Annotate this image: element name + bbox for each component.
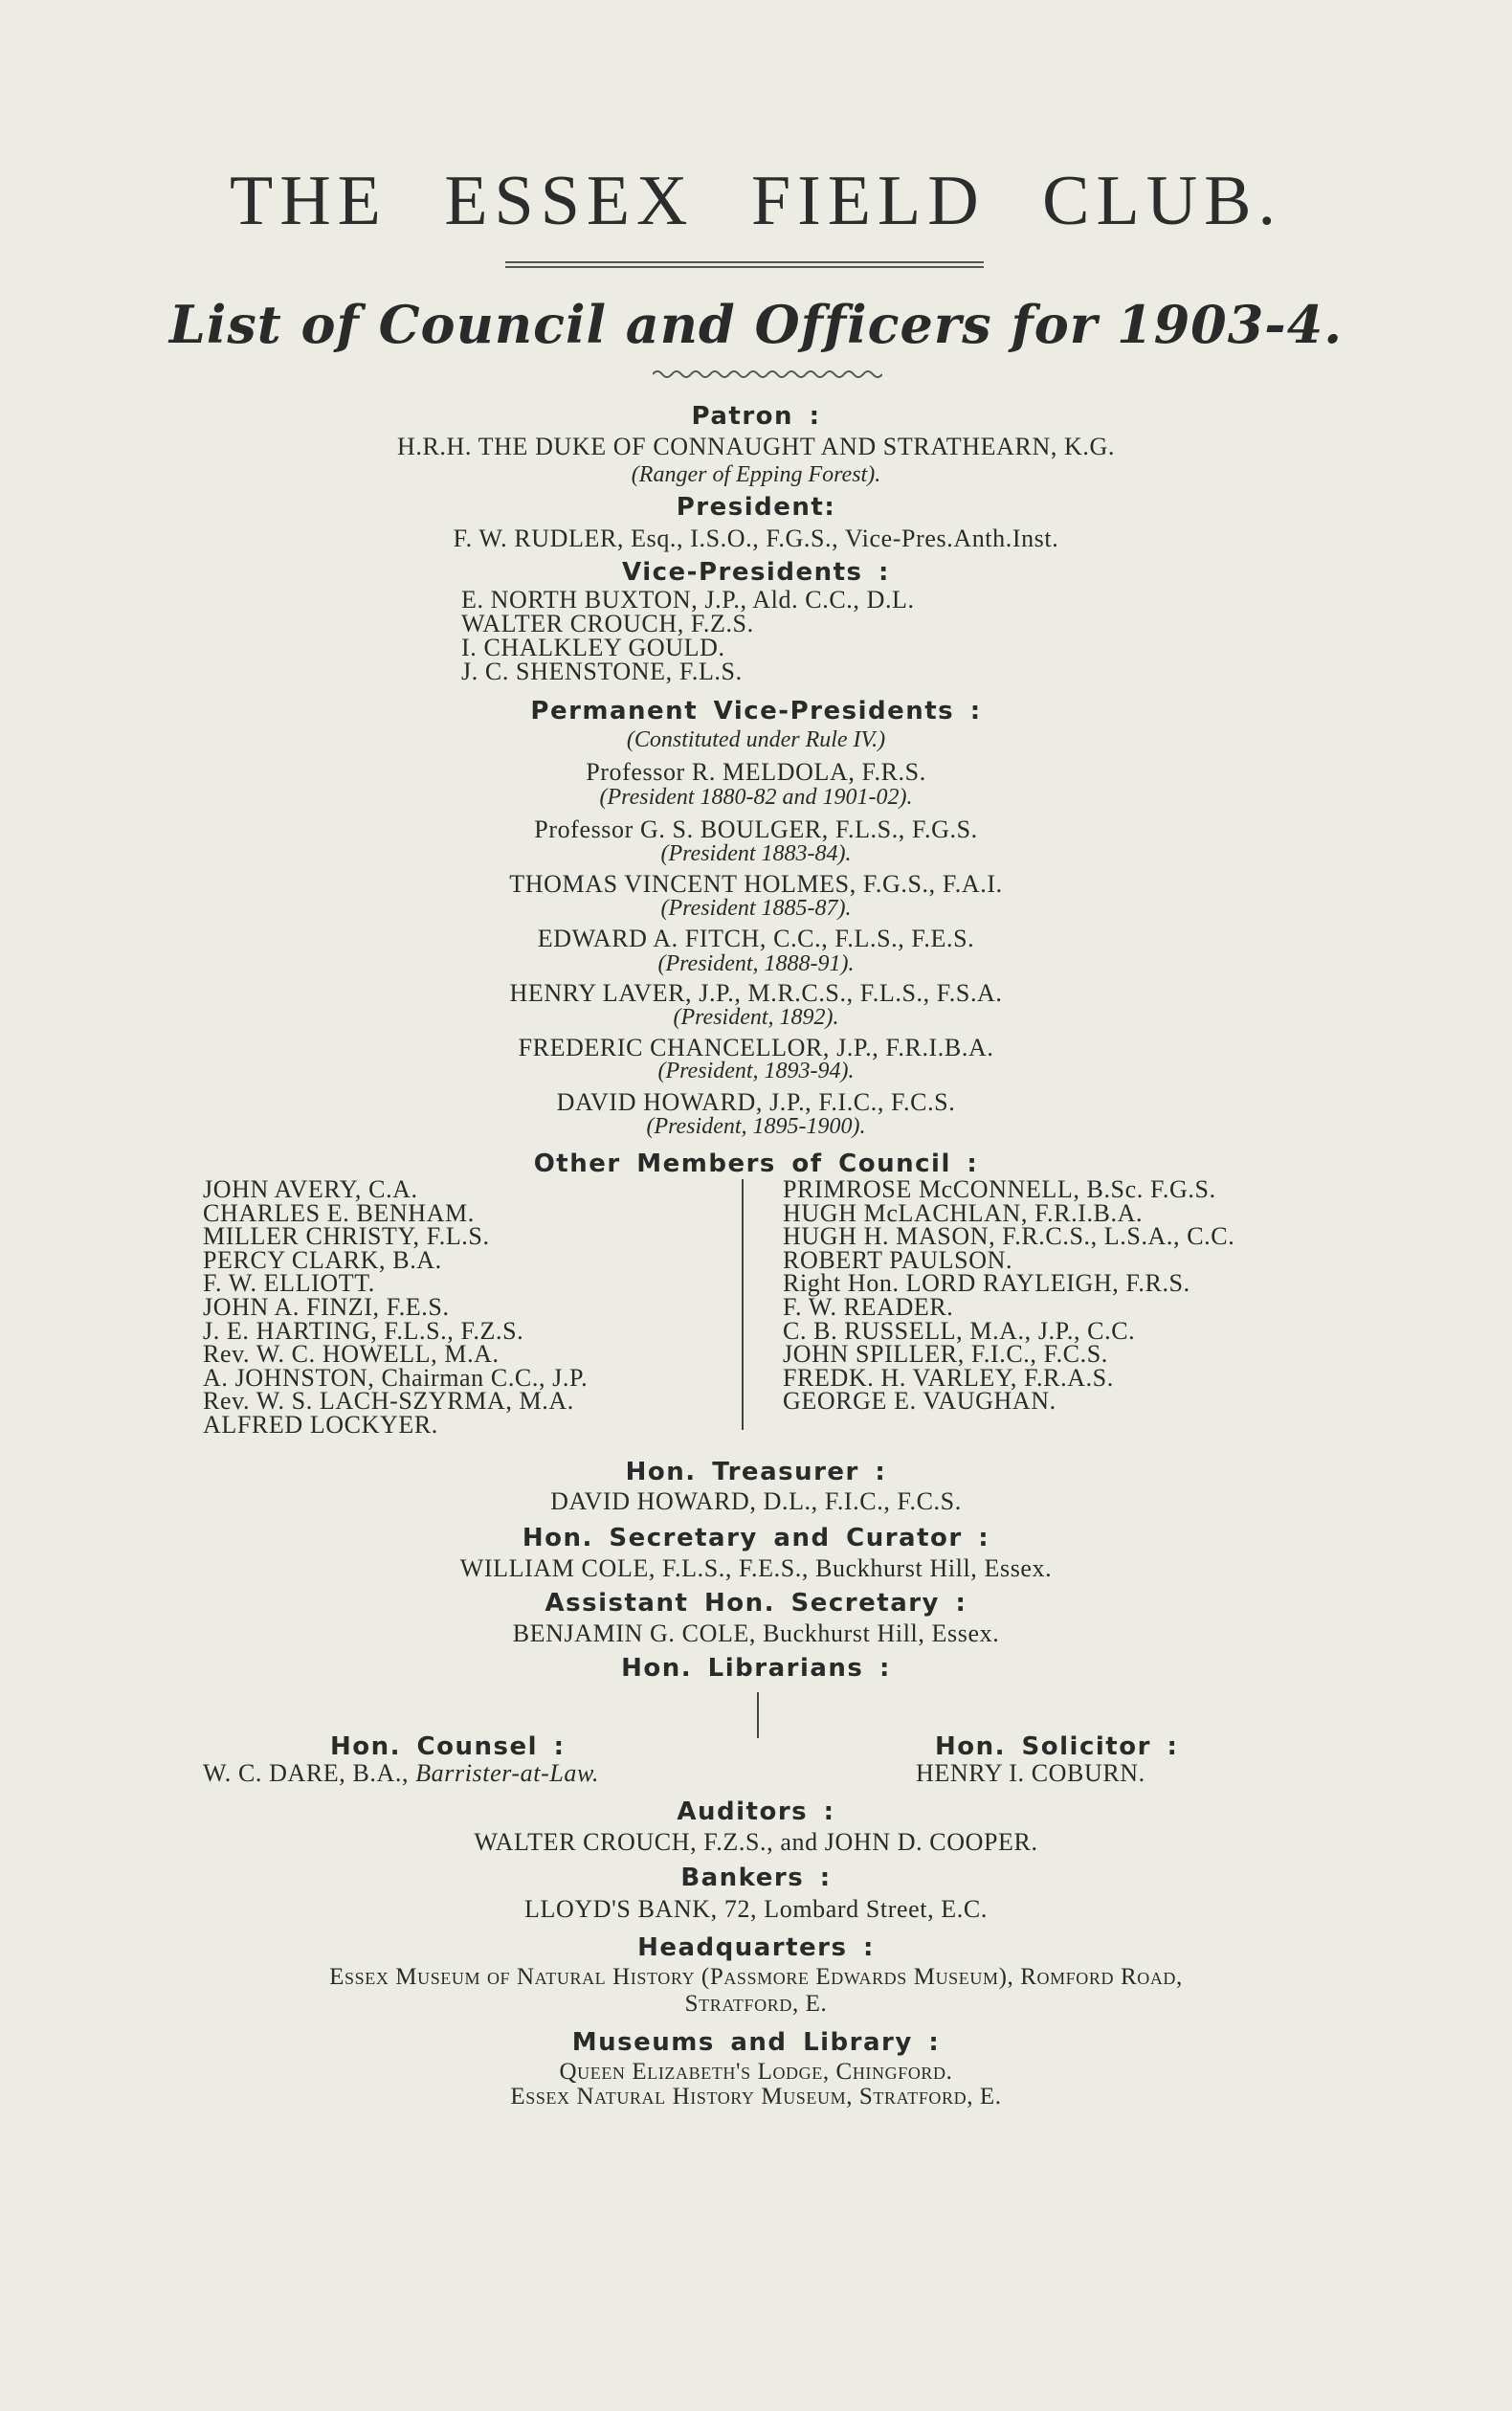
- permanent-vp-note: (President 1880-82 and 1901-02).: [599, 785, 913, 810]
- council-member: JOHN AVERY, C.A.: [203, 1175, 418, 1203]
- council-right-column: [783, 1175, 1235, 1416]
- vice-president-name: WALTER CROUCH, F.Z.S.: [461, 610, 754, 637]
- solicitor-heading: Hon. Solicitor :: [935, 1732, 1179, 1761]
- council-member: A. JOHNSTON, Chairman C.C., J.P.: [203, 1363, 589, 1392]
- council-member: PRIMROSE McCONNELL, B.Sc. F.G.S.: [783, 1175, 1216, 1203]
- wavy-ornament-icon: [653, 367, 882, 382]
- council-member: Rev. W. S. LACH-SZYRMA, M.A.: [203, 1387, 574, 1416]
- vice-presidents-list: [461, 588, 915, 683]
- permanent-vp-note: (President, 1893-94).: [657, 1059, 855, 1083]
- museums-line2: Essex Natural History Museum, Stratford, E.: [510, 2084, 1002, 2110]
- permanent-vice-presidents-heading: Permanent Vice-Presidents :: [530, 697, 982, 726]
- permanent-vp-note: (President, 1888-91).: [657, 951, 855, 976]
- patron-note: (Ranger of Epping Forest).: [631, 462, 881, 487]
- assistant-secretary-heading: Assistant Hon. Secretary :: [545, 1589, 967, 1618]
- librarians-vertical-rule: [757, 1692, 759, 1738]
- solicitor-name: HENRY I. COBURN.: [916, 1759, 1145, 1787]
- council-member: ALFRED LOCKYER.: [203, 1410, 438, 1439]
- council-column-divider: [742, 1179, 744, 1430]
- council-member: CHARLES E. BENHAM.: [203, 1198, 475, 1227]
- council-member: F. W. ELLIOTT.: [203, 1269, 375, 1298]
- vice-president-name: J. C. SHENSTONE, F.L.S.: [461, 658, 743, 685]
- permanent-vp-name: EDWARD A. FITCH, C.C., F.L.S., F.E.S.: [537, 925, 975, 952]
- permanent-vp-note: (President 1885-87).: [660, 896, 852, 921]
- council-member: Right Hon. LORD RAYLEIGH, F.R.S.: [783, 1269, 1190, 1298]
- headquarters-address-line2: Stratford, E.: [684, 1991, 828, 2017]
- patron-name: H.R.H. THE DUKE OF CONNAUGHT AND STRATHEARN, K.G.: [397, 433, 1115, 460]
- council-member: JOHN SPILLER, F.I.C., F.C.S.: [783, 1340, 1108, 1369]
- council-member: JOHN A. FINZI, F.E.S.: [203, 1292, 450, 1321]
- secretary-name: WILLIAM COLE, F.L.S., F.E.S., Buckhurst Hill, Essex.: [459, 1554, 1053, 1582]
- vice-presidents-heading: Vice-Presidents :: [622, 558, 890, 587]
- page-subtitle: List of Council and Officers for 1903-4.: [168, 294, 1344, 355]
- permanent-vp-name: FREDERIC CHANCELLOR, J.P., F.R.I.B.A.: [518, 1034, 994, 1061]
- auditors-names: WALTER CROUCH, F.Z.S., and JOHN D. COOPER.: [474, 1828, 1038, 1856]
- counsel-heading: Hon. Counsel :: [330, 1732, 566, 1761]
- counsel-name: W. C. DARE, B.A.,: [203, 1759, 410, 1787]
- counsel-entry: [203, 1759, 599, 1788]
- permanent-vp-name: Professor R. MELDOLA, F.R.S.: [586, 758, 926, 786]
- permanent-vp-note: (President, 1892).: [673, 1005, 839, 1030]
- council-member: F. W. READER.: [783, 1292, 954, 1321]
- permanent-vice-presidents-note: (Constituted under Rule IV.): [626, 727, 886, 752]
- vice-president-name: I. CHALKLEY GOULD.: [461, 634, 725, 661]
- librarians-heading: Hon. Librarians :: [621, 1654, 891, 1683]
- council-member: ROBERT PAULSON.: [783, 1245, 1013, 1274]
- permanent-vp-note: (President 1883-84).: [660, 841, 852, 866]
- council-member: PERCY CLARK, B.A.: [203, 1245, 442, 1274]
- council-left-column: [203, 1175, 589, 1439]
- president-name: F. W. RUDLER, Esq., I.S.O., F.G.S., Vice-Pres.Anth.Inst.: [453, 525, 1059, 552]
- auditors-heading: Auditors :: [677, 1797, 835, 1826]
- council-member: GEORGE E. VAUGHAN.: [783, 1387, 1056, 1416]
- council-member: Rev. W. C. HOWELL, M.A.: [203, 1340, 500, 1369]
- council-member: FREDK. H. VARLEY, F.R.A.S.: [783, 1363, 1114, 1392]
- council-heading: Other Members of Council :: [533, 1150, 979, 1178]
- treasurer-heading: Hon. Treasurer :: [625, 1458, 887, 1486]
- headquarters-address-line1: Essex Museum of Natural History (Passmore Edwards Museum), Romford Road,: [329, 1964, 1183, 1990]
- museums-heading: Museums and Library :: [571, 2028, 941, 2057]
- council-member: HUGH H. MASON, F.R.C.S., L.S.A., C.C.: [783, 1222, 1235, 1251]
- permanent-vp-name: THOMAS VINCENT HOLMES, F.G.S., F.A.I.: [509, 870, 1003, 898]
- permanent-vp-name: Professor G. S. BOULGER, F.L.S., F.G.S.: [534, 815, 978, 843]
- page-title: THE ESSEX FIELD CLUB.: [230, 162, 1282, 240]
- patron-heading: Patron :: [691, 402, 821, 431]
- secretary-heading: Hon. Secretary and Curator :: [522, 1524, 990, 1552]
- counsel-note: Barrister-at-Law.: [415, 1759, 600, 1787]
- museums-line1: Queen Elizabeth's Lodge, Chingford.: [559, 2059, 953, 2085]
- president-heading: President:: [676, 493, 836, 522]
- vice-president-name: E. NORTH BUXTON, J.P., Ald. C.C., D.L.: [461, 586, 915, 614]
- assistant-secretary-name: BENJAMIN G. COLE, Buckhurst Hill, Essex.: [512, 1619, 1000, 1647]
- council-member: J. E. HARTING, F.L.S., F.Z.S.: [203, 1316, 524, 1345]
- bankers-heading: Bankers :: [680, 1864, 832, 1892]
- council-member: MILLER CHRISTY, F.L.S.: [203, 1222, 490, 1251]
- permanent-vp-note: (President, 1895-1900).: [646, 1114, 866, 1139]
- bankers-name: LLOYD'S BANK, 72, Lombard Street, E.C.: [524, 1895, 988, 1923]
- council-member: C. B. RUSSELL, M.A., J.P., C.C.: [783, 1316, 1136, 1345]
- headquarters-heading: Headquarters :: [637, 1933, 875, 1962]
- council-member: HUGH McLACHLAN, F.R.I.B.A.: [783, 1198, 1144, 1227]
- treasurer-name: DAVID HOWARD, D.L., F.I.C., F.C.S.: [550, 1487, 962, 1515]
- permanent-vp-name: DAVID HOWARD, J.P., F.I.C., F.C.S.: [556, 1088, 956, 1116]
- title-double-rule: [505, 261, 984, 268]
- permanent-vp-name: HENRY LAVER, J.P., M.R.C.S., F.L.S., F.S.A.: [509, 979, 1003, 1007]
